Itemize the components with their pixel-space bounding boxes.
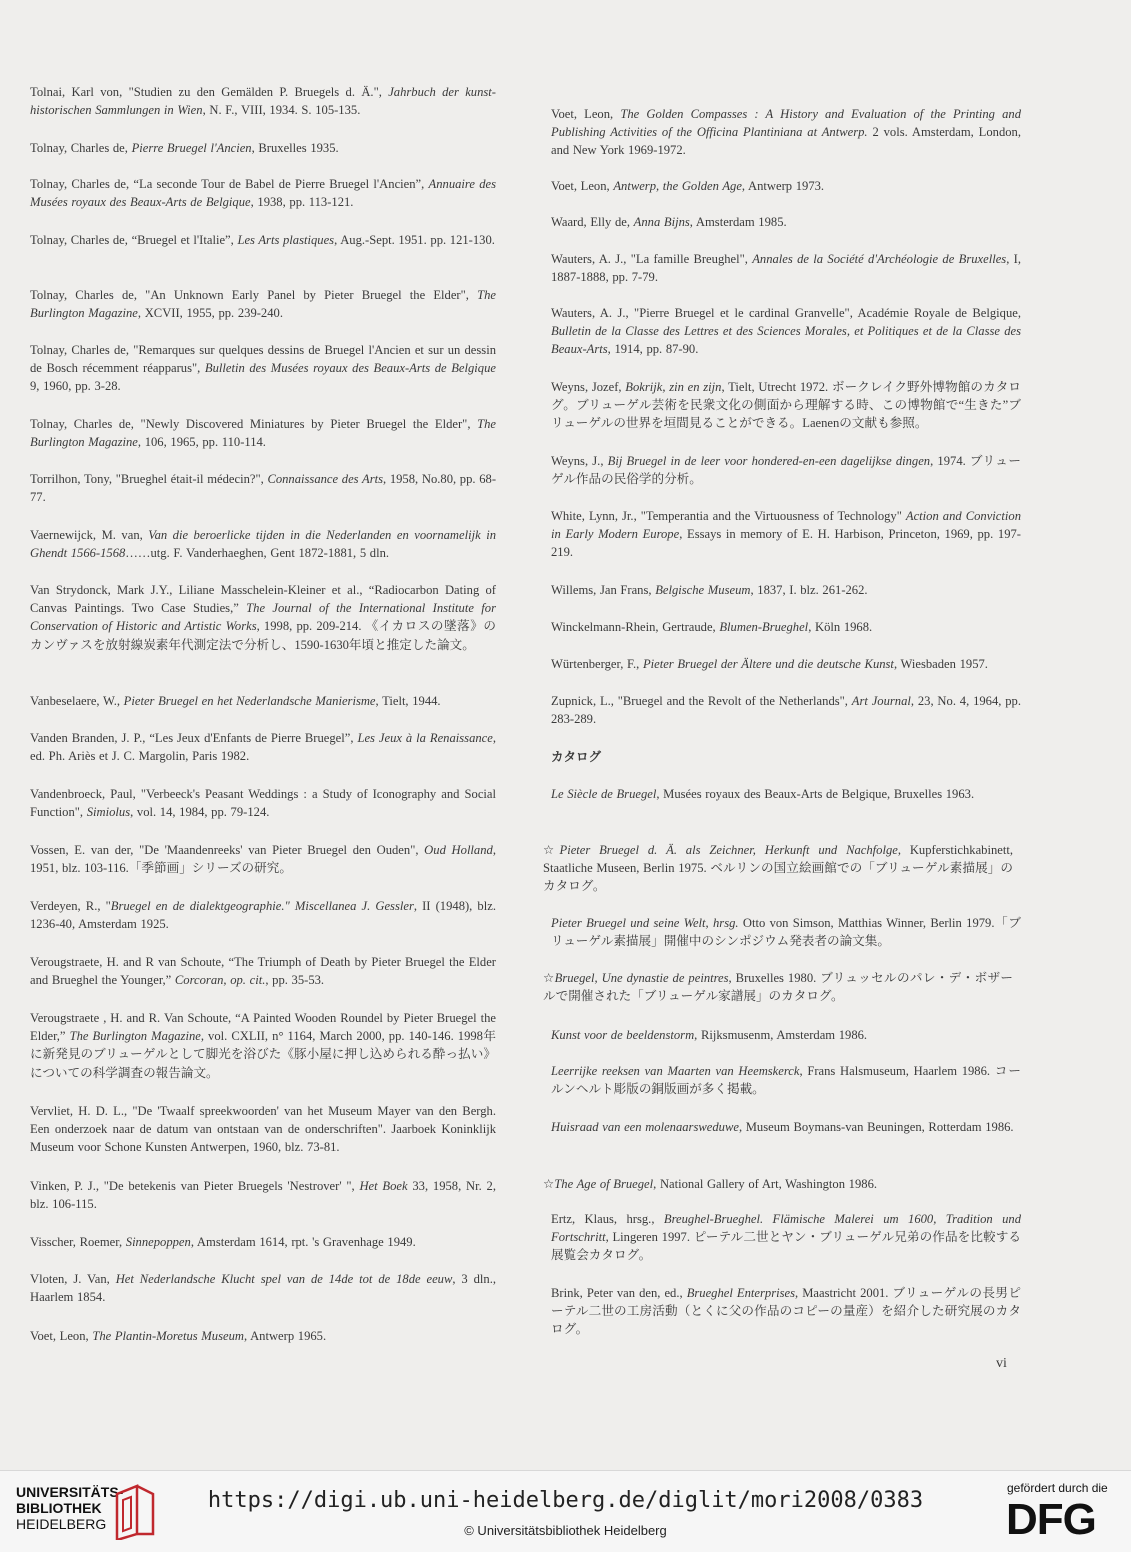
catalog-entry: ☆The Age of Bruegel, National Gallery of Art, Washington 1986. bbox=[543, 1177, 878, 1191]
catalog-entry: Le Siècle de Bruegel, Musées royaux des Beaux-Arts de Belgique, Bruxelles 1963. bbox=[551, 787, 975, 801]
bibliography-entry: Weyns, J., Bij Bruegel in de leer voor hondered-en-een dagelijkse dingen, 1974. ブリューゲル作品の民俗学的分析。 bbox=[551, 454, 1021, 487]
library-name[interactable]: UNIVERSITÄTS- BIBLIOTHEK HEIDELBERG bbox=[16, 1484, 124, 1532]
bibliography-entry: Winckelmann-Rhein, Gertraude, Blumen-Brueghel, Köln 1968. bbox=[551, 620, 873, 634]
bibliography-entry: Visscher, Roemer, Sinnepoppen, Amsterdam 1614, rpt. 's Gravenhage 1949. bbox=[30, 1235, 416, 1249]
bibliography-entry: Vanbeselaere, W., Pieter Bruegel en het Nederlandsche Manierisme, Tielt, 1944. bbox=[30, 694, 441, 708]
footer-bar bbox=[0, 1470, 1131, 1552]
bibliography-entry: Tolnay, Charles de, "Remarques sur quelques dessins de Bruegel l'Ancien et sur un dessin de Bosch récemment réapparus", Bulletin des Musées royaux des Beaux-Arts de Belgique 9, 1960, pp. 3-28. bbox=[30, 343, 496, 394]
bibliography-entry: Verougstraete , H. and R. Van Schoute, “A Painted Wooden Roundel by Pieter Bruegel the Elder,” The Burlington Magazine, vol. CXLII, n° 1164, March 2000, pp. 140-146. 1998年に新発見のブリューゲルとして脚光を浴びた《豚小屋に押し込められる酔っ払い》についての科学調査の報告論文。 bbox=[30, 1011, 496, 1080]
catalog-entry: Leerrijke reeksen van Maarten van Heemskerck, Frans Halsmuseum, Haarlem 1986. コールンヘルト彫版の銅版画が多く掲載。 bbox=[551, 1064, 1021, 1097]
catalog-heading: カタログ bbox=[551, 750, 602, 764]
bibliography-entry: Vloten, J. Van, Het Nederlandsche Klucht spel van de 14de tot de 18de eeuw, 3 dln., Haarlem 1854. bbox=[30, 1272, 496, 1305]
catalog-entry: Pieter Bruegel und seine Welt, hrsg. Otto von Simson, Matthias Winner, Berlin 1979.「ブリューゲル素描展」開催中のシンポジウム発表者の論文集。 bbox=[551, 916, 1021, 949]
dfg-logo[interactable]: DFG bbox=[1006, 1495, 1096, 1544]
document-url-link[interactable]: https://digi.ub.uni-heidelberg.de/diglit/mori2008/0383 bbox=[207, 1488, 924, 1513]
bibliography-entry: Willems, Jan Frans, Belgische Museum, 1837, I. blz. 261-262. bbox=[551, 583, 868, 597]
catalog-entry: Brink, Peter van den, ed., Brueghel Enterprises, Maastricht 2001. ブリューゲルの長男ピーテル二世の工房活動（とくに父の作品のコピーの量産）を紹介した研究展のカタログ。 bbox=[551, 1286, 1021, 1337]
bibliography-entry: Vossen, E. van der, "De 'Maandenreeks' van Pieter Bruegel den Ouden", Oud Holland, 1951, blz. 103-116.「季節画」シリーズの研究。 bbox=[30, 843, 496, 876]
bibliography-entry: Vanden Branden, J. P., “Les Jeux d'Enfants de Pierre Bruegel”, Les Jeux à la Renaissance, ed. Ph. Ariès et J. C. Margolin, Paris 1982. bbox=[30, 731, 496, 764]
bibliography-entry: Vandenbroeck, Paul, "Verbeeck's Peasant Weddings : a Study of Iconography and Social Function", Simiolus, vol. 14, 1984, pp. 79-124. bbox=[30, 787, 496, 820]
bibliography-entry: Vaernewijck, M. van, Van die beroerlicke tijden in die Nederlanden en voornamelijk in Ghendt 1566-1568……utg. F. Vanderhaeghen, Gent 1872-1881, 5 dln. bbox=[30, 528, 496, 561]
catalog-entry: ☆Bruegel, Une dynastie de peintres, Bruxelles 1980. ブリュッセルのパレ・デ・ボザールで開催された「ブリューゲル家譜展」のカタログ。 bbox=[543, 971, 1013, 1004]
bibliography-entry: Zupnick, L., "Bruegel and the Revolt of the Netherlands", Art Journal, 23, No. 4, 1964, pp. 283-289. bbox=[551, 694, 1021, 727]
catalog-entry: Kunst voor de beeldenstorm, Rijksmusenm, Amsterdam 1986. bbox=[551, 1028, 868, 1042]
bibliography-entry: Tolnay, Charles de, "An Unknown Early Panel by Pieter Bruegel the Elder", The Burlington Magazine, XCVII, 1955, pp. 239-240. bbox=[30, 288, 496, 321]
bibliography-entry: Van Strydonck, Mark J.Y., Liliane Masschelein-Kleiner et al., “Radiocarbon Dating of Canvas Paintings. Two Case Studies,” The Journal of the International Institute for Conservation of Historic and Artistic Works, 1998, pp. 209-214. 《イカロスの墜落》のカンヴァスを放射線炭素年代測定法で分析し、1590-1630年頃と推定した論文。 bbox=[30, 583, 496, 652]
bibliography-entry: Voet, Leon, Antwerp, the Golden Age, Antwerp 1973. bbox=[551, 179, 825, 193]
bibliography-entry: Torrilhon, Tony, "Brueghel était-il médecin?", Connaissance des Arts, 1958, No.80, pp. 68-77. bbox=[30, 472, 497, 505]
bibliography-entry: Vinken, P. J., "De betekenis van Pieter Bruegels 'Nestrover' ", Het Boek 33, 1958, Nr. 2, blz. 106-115. bbox=[30, 1179, 496, 1212]
bibliography-entry: Tolnay, Charles de, “La seconde Tour de Babel de Pierre Bruegel l'Ancien”, Annuaire des Musées royaux des Beaux-Arts de Belgique, 1938, pp. 113-121. bbox=[30, 177, 496, 210]
bibliography-entry: Weyns, Jozef, Bokrijk, zin en zijn, Tielt, Utrecht 1972. ボークレイク野外博物館のカタログ。ブリューゲル芸術を民衆文化の側面から理解する時、この博物館で“生きた”ブリューゲルの世界を垣間見ることができる。Laenenの文献も参照。 bbox=[551, 380, 1022, 431]
bibliography-entry: Verougstraete, H. and R van Schoute, “The Triumph of Death by Pieter Bruegel the Elder and Brueghel the Younger,” Corcoran, op. cit., pp. 35-53. bbox=[30, 955, 496, 988]
bibliography-entry: Tolnay, Charles de, “Bruegel et l'Italie”, Les Arts plastiques, Aug.-Sept. 1951. pp. 121-130. bbox=[30, 233, 495, 247]
catalog-entry: ☆Pieter Bruegel d. Ä. als Zeichner, Herkunft und Nachfolge, Kupferstichkabinett, Staatliche Museen, Berlin 1975. ベルリンの国立絵画館での「ブリューゲル素描展」のカタログ。 bbox=[543, 843, 1014, 894]
bibliography-entry: Verdeyen, R., "Bruegel en de dialektgeographie." Miscellanea J. Gessler, II (1948), blz. 1236-40, Amsterdam 1925. bbox=[30, 899, 496, 932]
funding-caption: gefördert durch die bbox=[1007, 1481, 1108, 1495]
page-number: vi bbox=[996, 1356, 1007, 1371]
bibliography-entry: Waard, Elly de, Anna Bijns, Amsterdam 1985. bbox=[551, 215, 787, 229]
bibliography-entry: Tolnay, Charles de, Pierre Bruegel l'Ancien, Bruxelles 1935. bbox=[30, 141, 339, 155]
bibliography-entry: Tolnay, Charles de, "Newly Discovered Miniatures by Pieter Bruegel the Elder", The Burlington Magazine, 106, 1965, pp. 110-114. bbox=[30, 417, 496, 450]
bibliography-entry: Würtenberger, F., Pieter Bruegel der Ältere und die deutsche Kunst, Wiesbaden 1957. bbox=[551, 657, 988, 671]
bibliography-entry: Wauters, A. J., "Pierre Bruegel et le cardinal Granvelle", Académie Royale de Belgique, Bulletin de la Classe des Lettres et des Sciences Morales, et Politiques et de la Classe des Beaux-Arts, 1914, pp. 87-90. bbox=[551, 306, 1021, 357]
bibliography-entry: Tolnai, Karl von, "Studien zu den Gemälden P. Bruegels d. Ä.", Jahrbuch der kunst-historischen Sammlungen in Wien, N. F., VIII, 1934. S. 105-135. bbox=[30, 85, 496, 118]
bibliography-entry: White, Lynn, Jr., "Temperantia and the Virtuousness of Technology" Action and Conviction in Early Modern Europe, Essays in memory of E. H. Harbison, Princeton, 1969, pp. 197-219. bbox=[551, 509, 1021, 560]
bibliography-entry: Voet, Leon, The Plantin-Moretus Museum, Antwerp 1965. bbox=[30, 1329, 327, 1343]
bibliography-entry: Wauters, A. J., "La famille Breughel", Annales de la Société d'Archéologie de Bruxelles, I, 1887-1888, pp. 7-79. bbox=[551, 252, 1021, 285]
catalog-entry: Huisraad van een molenaarsweduwe, Museum Boymans-van Beuningen, Rotterdam 1986. bbox=[551, 1120, 1014, 1134]
copyright-notice: © Universitätsbibliothek Heidelberg bbox=[464, 1523, 667, 1538]
bibliography-entry: Vervliet, H. D. L., "De 'Twaalf spreekwoorden' van het Museum Mayer van den Bergh. Een onderzoek naar de datum van ontstaan van de onderschriften". Jaarboek Koninklijk Museum voor Schone Kunsten Antwerpen, 1960, blz. 73-81. bbox=[30, 1104, 496, 1155]
catalog-entry: Ertz, Klaus, hrsg., Breughel-Brueghel. Flämische Malerei um 1600, Tradition und Fortschritt, Lingeren 1997. ピーテル二世とヤン・ブリューゲル兄弟の作品を比較する展覧会カタログ。 bbox=[551, 1212, 1021, 1263]
bibliography-entry: Voet, Leon, The Golden Compasses : A History and Evaluation of the Printing and Publishing Activities of the Officina Plantiniana at Antwerp. 2 vols. Amsterdam, London, and New York 1969-1972. bbox=[551, 107, 1022, 158]
